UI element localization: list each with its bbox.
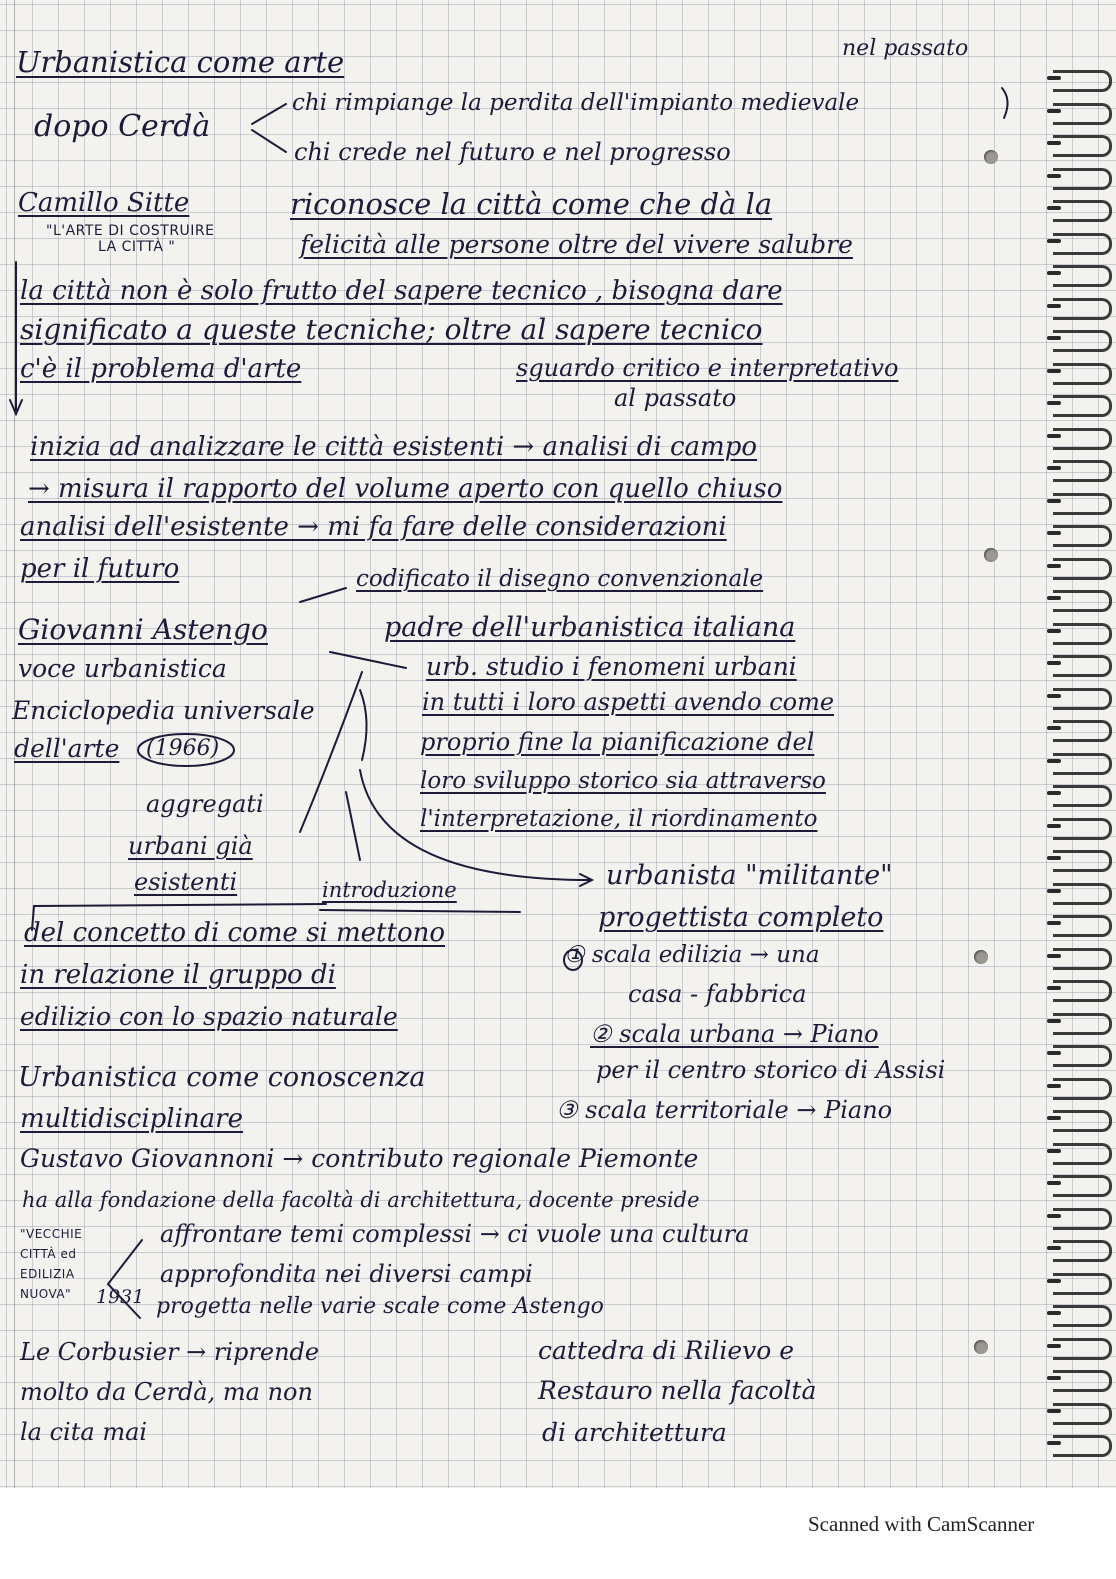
spiral-ring bbox=[1053, 70, 1112, 92]
note-line: esistenti bbox=[134, 868, 238, 896]
note-line: ha alla fondazione della facoltà di architettura, docente preside bbox=[22, 1188, 700, 1212]
note-line: edilizio con lo spazio naturale bbox=[20, 1002, 398, 1031]
spiral-ring bbox=[1053, 623, 1112, 645]
punch-hole bbox=[984, 548, 998, 562]
spiral-ring bbox=[1053, 753, 1112, 775]
note-line: inizia ad analizzare le città esistenti → analisi di campo bbox=[30, 432, 758, 462]
note-line: Camillo Sitte bbox=[18, 188, 190, 218]
spiral-ring bbox=[1053, 1078, 1112, 1100]
note-name-astengo: Giovanni Astengo bbox=[18, 613, 268, 646]
note-line: nel passato bbox=[842, 36, 969, 61]
spiral-ring bbox=[1053, 688, 1112, 710]
spiral-ring bbox=[1053, 1338, 1112, 1360]
spiral-ring bbox=[1053, 330, 1112, 352]
spiral-ring bbox=[1053, 233, 1112, 255]
note-line: chi rimpiange la perdita dell'impianto medievale bbox=[292, 90, 860, 116]
note-line: padre dell'urbanistica italiana bbox=[384, 612, 796, 643]
spiral-ring bbox=[1053, 1435, 1112, 1457]
scan-footer: Scanned with CamScanner bbox=[808, 1512, 1035, 1536]
note-line: → misura il rapporto del volume aperto con quello chiuso bbox=[28, 474, 783, 504]
note-line: Restauro nella facoltà bbox=[538, 1376, 817, 1405]
spiral-ring bbox=[1053, 135, 1112, 157]
note-line: introduzione bbox=[322, 878, 457, 902]
spiral-ring bbox=[1053, 428, 1112, 450]
note-line: Enciclopedia universale bbox=[12, 696, 315, 725]
spiral-ring bbox=[1053, 915, 1112, 937]
note-scale-1: ① scala edilizia → una bbox=[564, 942, 820, 968]
note-line: sguardo critico e interpretativo bbox=[516, 354, 899, 382]
spiral-ring bbox=[1053, 200, 1112, 222]
note-line: loro sviluppo storico sia attraverso bbox=[420, 768, 826, 794]
note-line: felicità alle persone oltre del vivere salubre bbox=[300, 230, 853, 259]
spiral-ring bbox=[1053, 1403, 1112, 1425]
note-line: codificato il disegno convenzionale bbox=[356, 566, 764, 592]
note-line: la cita mai bbox=[20, 1418, 148, 1446]
spiral-ring bbox=[1053, 168, 1112, 190]
note-line: per il futuro bbox=[20, 554, 180, 584]
spiral-ring bbox=[1053, 850, 1112, 872]
note-name-le-corbusier: Le Corbusier → riprende bbox=[20, 1338, 320, 1366]
spiral-ring bbox=[1053, 1013, 1112, 1035]
spiral-ring bbox=[1053, 103, 1112, 125]
note-line: aggregati bbox=[146, 790, 264, 818]
brace-right bbox=[1002, 88, 1008, 118]
spiral-ring bbox=[1053, 785, 1112, 807]
note-line: urbanista "militante" bbox=[606, 860, 893, 891]
note-line: urb. studio i fenomeni urbani bbox=[426, 652, 797, 681]
arrow-branch-down bbox=[252, 130, 286, 152]
note-line: voce urbanistica bbox=[18, 654, 227, 683]
note-line: analisi dell'esistente → mi fa fare delle considerazioni bbox=[20, 512, 727, 542]
spiral-ring bbox=[1053, 460, 1112, 482]
arrow-branch-up bbox=[252, 104, 286, 124]
spiral-ring bbox=[1053, 1175, 1112, 1197]
note-line: di architettura bbox=[542, 1418, 727, 1447]
spiral-ring bbox=[1053, 395, 1112, 417]
note-line: significato a queste tecniche; oltre al sapere tecnico bbox=[20, 313, 763, 346]
note-line: in relazione il gruppo di bbox=[20, 960, 336, 990]
spiral-ring bbox=[1053, 1240, 1112, 1262]
punch-hole bbox=[974, 950, 988, 964]
note-line: l'interpretazione, il riordinamento bbox=[420, 806, 818, 832]
note-line: chi crede nel futuro e nel progresso bbox=[294, 138, 731, 166]
line-aggregati bbox=[346, 792, 360, 860]
note-name-giovannoni: Gustavo Giovannoni → contributo regionale Piemonte bbox=[20, 1144, 699, 1173]
spiral-ring bbox=[1053, 265, 1112, 287]
arrow-from-astengo-right bbox=[330, 652, 406, 668]
note-book-title: "L'ARTE DI COSTRUIRE bbox=[46, 223, 215, 239]
note-line: proprio fine la pianificazione del bbox=[420, 728, 815, 756]
spiral-ring bbox=[1053, 558, 1112, 580]
spiral-ring bbox=[1053, 525, 1112, 547]
note-book-title: EDILIZIA bbox=[20, 1267, 75, 1281]
spiral-ring bbox=[1053, 363, 1112, 385]
spiral-ring bbox=[1053, 1110, 1112, 1132]
note-line: progetta nelle varie scale come Astengo bbox=[156, 1294, 604, 1319]
note-line: multidisciplinare bbox=[20, 1104, 243, 1134]
spiral-ring bbox=[1053, 1143, 1112, 1165]
note-line: affrontare temi complessi → ci vuole una cultura bbox=[160, 1220, 750, 1248]
spiral-ring bbox=[1053, 1305, 1112, 1327]
spiral-ring bbox=[1053, 980, 1112, 1002]
note-line: dopo Cerdà bbox=[34, 109, 211, 144]
note-line: dell'arte bbox=[14, 734, 120, 763]
note-book-title: NUOVA" bbox=[20, 1287, 72, 1301]
line-bracket bbox=[360, 690, 367, 760]
note-line: riconosce la città come che dà la bbox=[290, 187, 773, 221]
note-line: molto da Cerdà, ma non bbox=[20, 1378, 313, 1406]
spiral-ring bbox=[1053, 818, 1112, 840]
spiral-ring bbox=[1053, 1370, 1112, 1392]
spiral-ring bbox=[1053, 883, 1112, 905]
spiral-ring bbox=[1053, 298, 1112, 320]
spiral-ring bbox=[1053, 590, 1112, 612]
spiral-ring bbox=[1053, 1208, 1112, 1230]
note-book-title: LA CITTÀ " bbox=[98, 239, 176, 255]
note-line: approfondita nei diversi campi bbox=[160, 1260, 533, 1288]
note-line: casa - fabbrica bbox=[628, 980, 807, 1008]
note-line: urbani già bbox=[128, 832, 253, 860]
note-scale-2: ② scala urbana → Piano bbox=[590, 1020, 879, 1048]
note-heading-urbanistica-arte: Urbanistica come arte bbox=[16, 45, 345, 79]
punch-hole bbox=[974, 1340, 988, 1354]
spiral-ring bbox=[1053, 720, 1112, 742]
note-line: del concetto di come si mettono bbox=[24, 918, 445, 948]
spiral-ring bbox=[1053, 948, 1112, 970]
note-year-1931: 1931 bbox=[96, 1286, 145, 1308]
note-book-title: CITTÀ ed bbox=[20, 1247, 77, 1261]
note-book-title: "VECCHIE bbox=[20, 1227, 83, 1241]
note-line: la città non è solo frutto del sapere tecnico , bisogna dare bbox=[20, 276, 783, 306]
note-line: cattedra di Rilievo e bbox=[538, 1336, 795, 1365]
spiral-ring bbox=[1053, 493, 1112, 515]
note-scale-3: ③ scala territoriale → Piano bbox=[556, 1096, 893, 1124]
note-heading-conoscenza: Urbanistica come conoscenza bbox=[18, 1062, 426, 1093]
spiral-ring bbox=[1053, 1273, 1112, 1295]
spiral-ring bbox=[1053, 1045, 1112, 1067]
note-line: progettista completo bbox=[598, 902, 884, 933]
arrow-from-astengo-up bbox=[300, 588, 346, 602]
punch-hole bbox=[984, 150, 998, 164]
underline-introduzione bbox=[320, 910, 520, 912]
note-line: in tutti i loro aspetti avendo come bbox=[422, 688, 835, 716]
note-line: al passato bbox=[614, 384, 737, 412]
note-line: per il centro storico di Assisi bbox=[596, 1056, 946, 1084]
note-year-1966: (1966) bbox=[146, 736, 220, 761]
spiral-ring bbox=[1053, 655, 1112, 677]
spiral-binding bbox=[1050, 70, 1112, 1470]
note-line: c'è il problema d'arte bbox=[20, 354, 302, 384]
